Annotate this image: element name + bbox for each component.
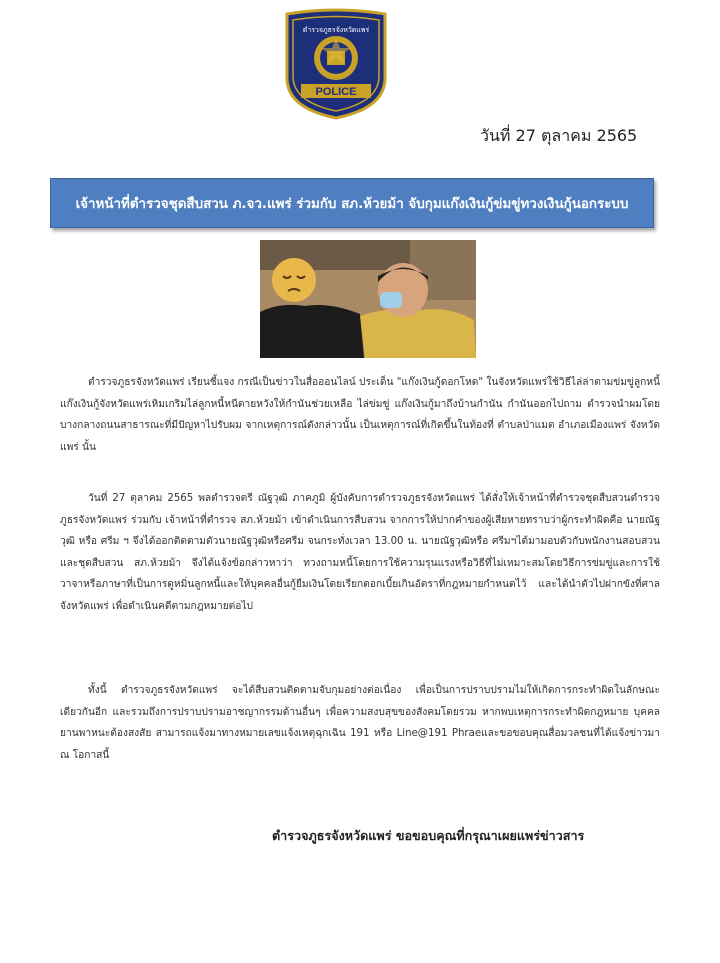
paragraph-2: วันที่ 27 ตุลาคม 2565 พลตำรวจตรี ณัฐวุฒิ ภาคภูมิ ผู้บังคับการตำรวจภูธรจังหวัดแพร่ ได้สั่งให้เจ้าหน้าที่ตำรวจชุดสืบสวนตำรวจภูธรจังหวัดแพร่ ร่วมกับ เจ้าหน้าที่ตำรวจ สภ.ห้วยม้า เข้าดำเนินการสืบสวน จากการให้ปากคำของผู้เสียหายทราบว่าผู้กระทำผิดคือ นายณัฐวุฒิ หรือ ศรีม ฯ จึงได้ออกติดตามตัวนายณัฐวุฒิหรือศรีม จนกระทั่งเวลา 13.00 น. นายณัฐวุฒิหรือ ศรีมฯได้มามอบตัวกับพนักงานสอบสวน และชุดสืบสวน สภ.ห้วยม้า จึงได้แจ้งข้อกล่าวหาว่า ทวงถามหนี้โดยการใช้ความรุนแรงหรือวิธีที่ไม่เหมาะสมโดยวิธีการข่มขู่และการใช้วาจาหรือภาษาที่เป็นการดูหมิ่นลูกหนี้และให้บุคคลอื่นกู้ยืมเงินโดยเรียกดอกเบี้ยเกินอัตราที่กฎหมายกำหนดไว้ และได้นำตัวไปฝากขังที่ศาลจังหวัดแพร่ เพื่อดำเนินคดีตามกฎหมายต่อไป xyxy=(60,493,660,612)
headline-banner xyxy=(50,178,654,228)
paragraph-3: ทั้งนี้ ตำรวจภูธรจังหวัดแพร่ จะได้สืบสวนติดตามจับกุมอย่างต่อเนื่อง เพื่อเป็นการปราบปรามไม่ให้เกิดการกระทำผิดในลักษณะเดียวกันอีก และรวมถึงการปราบปรามอาชญากรรมด้านอื่นๆ เพื่อความสงบสุขของสังคมโดยรวม หากพบเหตุการกระทำผิดกฎหมาย บุคคล ยานพาหนะต้องสงสัย สามารถแจ้งมาทางหมายเลขแจ้งเหตุฉุกเฉิน 191 หรือ Line@191 Phraeและขอขอบคุณสื่อมวลชนที่ได้แจ้งข่าวมา ณ โอกาสนี้ xyxy=(60,685,660,761)
headline-text: เจ้าหน้าที่ตำรวจชุดสืบสวน ภ.จว.แพร่ ร่วมกับ สภ.ห้วยม้า จับกุมแก๊งเงินกู้ข่มขู่ทวงเงินกู้นอกระบบ xyxy=(75,196,629,212)
closing-statement: ตำรวจภูธรจังหวัดแพร่ ขอขอบคุณที่กรุณาเผยแพร่ข่าวสาร xyxy=(272,828,585,843)
news-photo xyxy=(260,240,476,358)
police-badge-logo xyxy=(283,8,389,120)
face-cover-emoji-icon xyxy=(272,258,316,302)
police-shield-icon xyxy=(283,8,389,120)
svg-text:ตำรวจภูธรจังหวัดแพร่: ตำรวจภูธรจังหวัดแพร่ xyxy=(302,26,370,34)
paragraph-1: ตำรวจภูธรจังหวัดแพร่ เรียนชี้แจง กรณีเป็นข่าวในสื่อออนไลน์ ประเด็น "แก๊งเงินกู้ดอกโหด" ในจังหวัดแพร่ใช้วิธีไล่ล่าตามข่มขู่ลูกหนี้ แก๊งเงินกู้จังหวัดแพร่เหิมเกริมไล่ลูกหนี้หนีตายหวังให้กำนันช่วยเหลือ ไล่ข่มขู่ แก๊งเงินกู้มาถึงบ้านกำนัน กำนันออกไปถาม ตำรวจนำผมโดยบางกลางถนนสาธารณะที่มีปัญหาไปรับผม จากเหตุการณ์ดังกล่าวนั้น เป็นเหตุการณ์ที่เกิดขึ้นในท้องที่ ตำบลป่าแมต อำเภอเมืองแพร่ จังหวัดแพร่ นั้น xyxy=(60,377,660,453)
release-date: วันที่ 27 ตุลาคม 2565 xyxy=(480,126,638,145)
svg-text:POLICE: POLICE xyxy=(315,86,357,98)
